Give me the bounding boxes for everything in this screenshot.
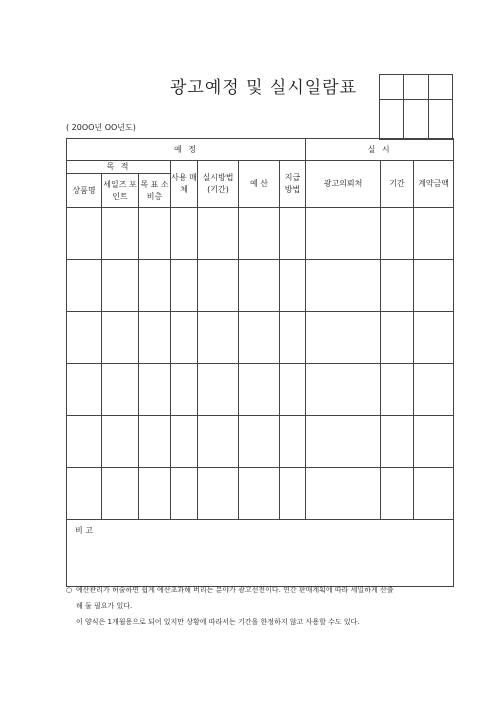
table-cell[interactable] [198, 364, 239, 416]
table-cell[interactable] [139, 364, 171, 416]
table-cell[interactable] [102, 364, 139, 416]
note-text: 예산관리가 허술하면 쉽게 예산초과해 버리는 분야가 광고선전이다. 연간 판매계획에 따라 세밀하게 산출 [76, 586, 394, 594]
table-cell[interactable] [171, 468, 198, 520]
table-cell[interactable] [280, 468, 306, 520]
table-cell[interactable] [139, 416, 171, 468]
table-cell[interactable] [171, 208, 198, 260]
table-cell[interactable] [67, 364, 102, 416]
table-cell[interactable] [306, 312, 381, 364]
table-cell[interactable] [198, 468, 239, 520]
approval-cell [428, 100, 452, 140]
table-cell[interactable] [198, 260, 239, 312]
document-title: 광고예정 및 실시일람표 [170, 78, 358, 98]
table-cell[interactable] [280, 208, 306, 260]
table-cell[interactable] [381, 468, 414, 520]
table-cell[interactable] [381, 260, 414, 312]
table-cell[interactable] [306, 364, 381, 416]
table-cell[interactable] [414, 312, 454, 364]
table-cell[interactable] [306, 468, 381, 520]
col-product: 상품명 [67, 174, 102, 208]
table-cell[interactable] [171, 260, 198, 312]
table-cell[interactable] [280, 364, 306, 416]
table-cell[interactable] [239, 364, 280, 416]
table-cell[interactable] [67, 468, 102, 520]
table-cell[interactable] [306, 208, 381, 260]
table-cell[interactable] [239, 260, 280, 312]
table-cell[interactable] [102, 208, 139, 260]
col-period: 기간 [381, 161, 414, 208]
ad-schedule-table [66, 138, 454, 587]
bullet-icon: ○ [66, 586, 73, 594]
table-cell[interactable] [102, 468, 139, 520]
table-cell[interactable] [414, 468, 454, 520]
table-cell[interactable] [239, 468, 280, 520]
table-cell[interactable] [381, 364, 414, 416]
approval-cell [404, 100, 428, 140]
col-target: 목 표 소비층 [139, 174, 171, 208]
table-cell[interactable] [239, 312, 280, 364]
table-cell[interactable] [280, 260, 306, 312]
table-cell[interactable] [102, 416, 139, 468]
table-cell[interactable] [414, 416, 454, 468]
table-cell[interactable] [280, 312, 306, 364]
table-cell[interactable] [381, 208, 414, 260]
execution-header: 실 시 [306, 139, 454, 161]
table-cell[interactable] [414, 364, 454, 416]
table-cell[interactable] [102, 260, 139, 312]
approval-cell [404, 75, 428, 100]
col-media: 사용 매체 [171, 161, 198, 208]
note-line [66, 582, 462, 598]
table-cell[interactable] [198, 416, 239, 468]
approval-cell [380, 75, 404, 100]
table-cell[interactable] [67, 312, 102, 364]
approval-box [379, 74, 453, 140]
col-payment: 지급 방법 [280, 161, 306, 208]
plan-header: 예 정 [67, 139, 306, 161]
table-cell[interactable] [139, 208, 171, 260]
table-cell[interactable] [381, 312, 414, 364]
table-cell[interactable] [171, 416, 198, 468]
col-contract: 계약금액 [414, 161, 454, 208]
approval-cell [428, 75, 452, 100]
table-cell[interactable] [198, 312, 239, 364]
remarks-label: 비 고 [75, 526, 93, 535]
table-cell[interactable] [306, 260, 381, 312]
table-cell[interactable] [171, 364, 198, 416]
col-sales-point: 세일즈 포인트 [102, 174, 139, 208]
table-cell[interactable] [280, 416, 306, 468]
table-cell[interactable] [198, 208, 239, 260]
table-cell[interactable] [306, 416, 381, 468]
purpose-header: 목 적 [67, 161, 171, 174]
table-cell[interactable] [139, 468, 171, 520]
note-text: 이 양식은 1개월용으로 되어 있지만 상황에 따라서는 기간을 한정하지 않고 사용할 수도 있다. [76, 618, 360, 626]
col-budget: 예 산 [239, 161, 280, 208]
table-row [67, 364, 454, 416]
table-cell[interactable] [139, 260, 171, 312]
note-text: 해 둘 필요가 있다. [76, 602, 133, 610]
table-cell[interactable] [414, 260, 454, 312]
table-cell[interactable] [139, 312, 171, 364]
table-cell[interactable] [171, 312, 198, 364]
table-row [67, 468, 454, 520]
period-label: ( 20OO년 OO년도) [66, 123, 136, 132]
table-row [67, 312, 454, 364]
table-row [67, 416, 454, 468]
approval-cell [380, 100, 404, 140]
table-row [67, 260, 454, 312]
table-cell[interactable] [414, 208, 454, 260]
table-cell[interactable] [67, 208, 102, 260]
table-cell[interactable] [67, 260, 102, 312]
table-cell[interactable] [67, 416, 102, 468]
table-cell[interactable] [239, 208, 280, 260]
col-method: 실시방법 (기간) [198, 161, 239, 208]
remarks-cell [67, 520, 454, 587]
col-agency: 광고의뢰처 [306, 161, 381, 208]
table-row [67, 208, 454, 260]
table-cell[interactable] [239, 416, 280, 468]
notes [66, 582, 462, 630]
table-cell[interactable] [381, 416, 414, 468]
table-cell[interactable] [102, 312, 139, 364]
